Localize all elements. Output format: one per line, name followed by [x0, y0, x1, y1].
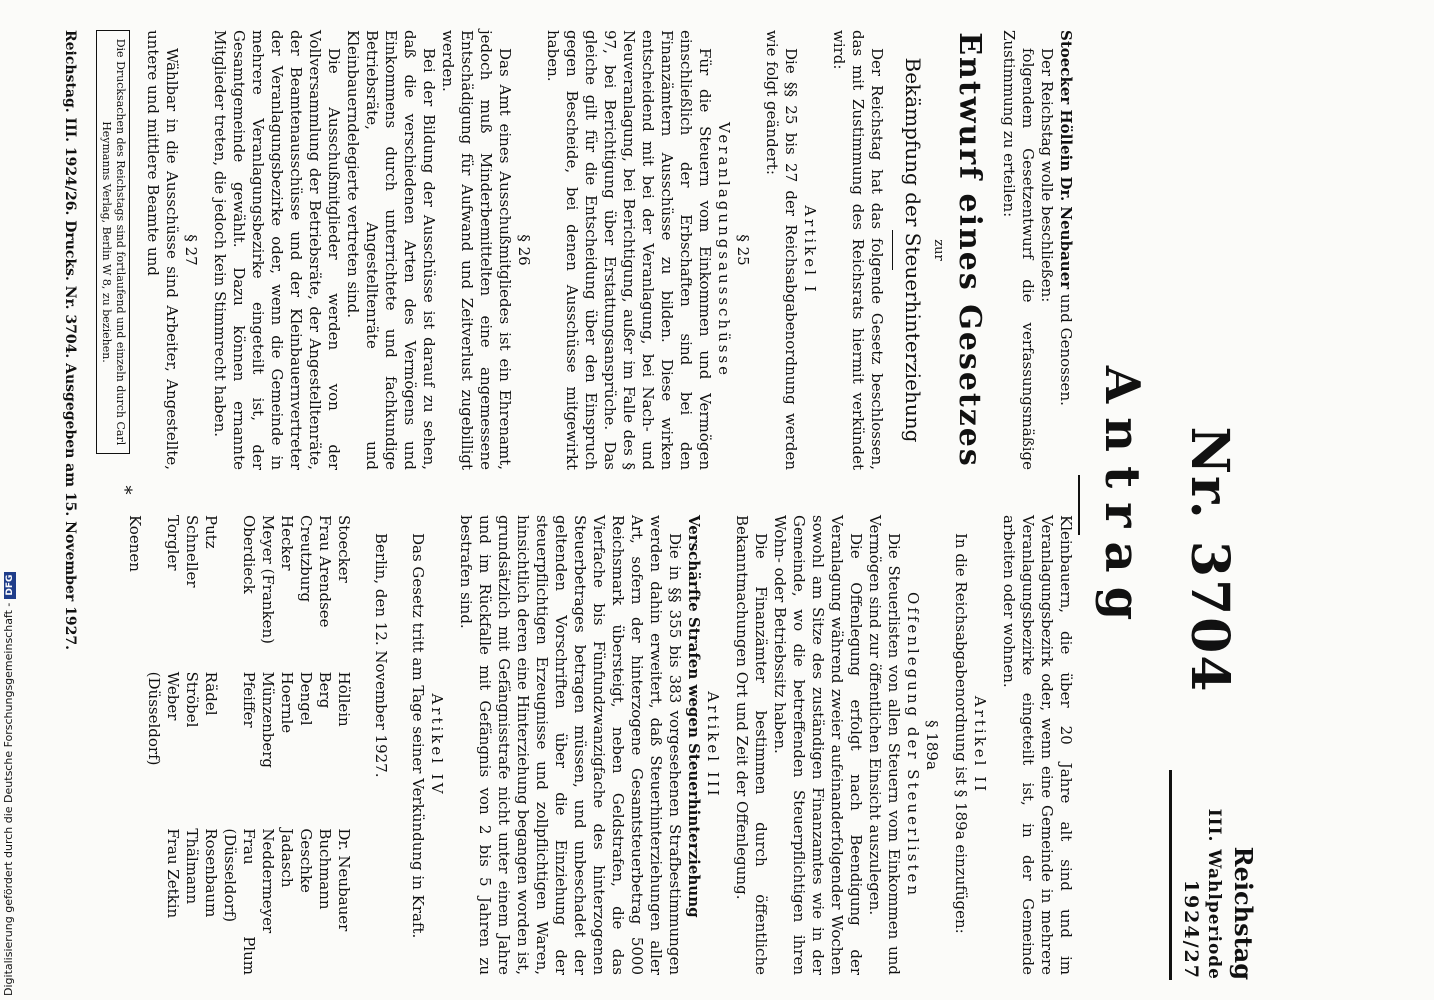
- signatory-name: Hoernle: [278, 671, 296, 734]
- signatory-name: Creutzburg: [297, 515, 315, 603]
- signatory-name: Geschke: [297, 828, 315, 893]
- digitization-credit: [2, 572, 16, 996]
- left-column: [143, 30, 1075, 470]
- signatory-name: Münzenberg: [259, 671, 277, 769]
- signatory-name: Höllein: [335, 671, 353, 727]
- section-26-text-3: Die Ausschußmitglieder werden von der Vollversammlung der Betriebsräte, der Angestelltenräte, der Beamtenausschüsse und der Kleinbauernvertreter der Veranlagungsbezirke oder, wenn die Gemeinde in mehrere Veranlagungsbezirke eingeteilt ist, der Gesamtgemeinde gewählt. Dazu können ernannte Mitglieder treten, die jedoch kein Stimmrecht haben.: [211, 30, 343, 470]
- article-3-heading: Artikel III: [704, 691, 722, 799]
- signatory-name: Hecker: [278, 515, 296, 571]
- section-189a-number: § 189a: [923, 720, 941, 770]
- signatory-name: Putz: [202, 515, 220, 549]
- wahlperiode-label: III. Wahlperiode: [1204, 808, 1224, 980]
- signatory-name: Dr. Neubauer: [335, 828, 353, 932]
- star-mark: *: [114, 485, 135, 495]
- title-divider: [1078, 475, 1080, 535]
- print-footer: Reichstag. III. 1924/26. Drucks. Nr. 3704. Ausgegeben am 15. November 1927.: [62, 30, 78, 650]
- section-189a-heading: Offenlegung der Steuerlisten: [904, 591, 922, 899]
- section-25-heading: Veranlagungsausschüsse: [715, 121, 733, 379]
- article-4-heading: Artikel IV: [428, 693, 446, 797]
- signatory-name: Oberdieck: [240, 515, 258, 594]
- antrag-title: Antrag: [1094, 365, 1150, 635]
- distribution-notice: Die Drucksachen des Reichstags sind fortlaufend und einzeln durch Carl Heymanns Verlag, Berlin W 8, zu beziehen.: [96, 30, 130, 454]
- intro-consent: folgendem Gesetzentwurf die verfassungsmäßige Zustimmung zu erteilen:: [1000, 30, 1037, 470]
- article-1-heading: Artikel I: [801, 205, 819, 295]
- section-27-number: § 27: [182, 234, 200, 266]
- signatory-name: Pfeiffer: [240, 671, 258, 728]
- section-25-text: Für die Steuern vom Einkommen und Vermögen einschließlich der Erbschaften sind bei den Finanzämtern Ausschüsse zu bilden. Diese wirken entscheidend mit bei der Veranlagung, bei Nach- und Neuveranlagung, bei Berichtigung, außer im Falle des § 97, bei Berichtigung über Erstattungsansprüche. Das gleiche gilt für die Entscheidung über den Einspruch gegen Bescheide, bei denen Ausschüsse mitgewirkt haben.: [544, 30, 714, 470]
- signatory-name: Schneller: [183, 515, 201, 588]
- year-label: 1924/27: [1180, 879, 1202, 980]
- signatory-name: Dengel: [297, 671, 315, 726]
- short-rule: [892, 230, 893, 270]
- signatory-name: Stoecker: [335, 515, 353, 583]
- section-189a-text-3: Die Finanzämter bestimmen durch öffentliche Bekanntmachungen Ort und Zeit der Offenlegung.: [733, 515, 770, 975]
- section-26-text-2: Bei der Bildung der Ausschüsse ist darauf zu sehen, daß die verschiedenen Arten des Vermögens und Einkommens durch unterrichtete und fachkundige Betriebsräte, Angestelltenräte und Kleinbauerndelegierte vertreten sind.: [344, 30, 438, 470]
- signatory-name: Koenen: [126, 515, 144, 572]
- section-189a-text-2: Die Offenlegung erfolgt nach Beendigung der Veranlagung während zweier aufeinanderfolgender Wochen sowohl am Sitze des zuständigen Finanzamtes wie in der Gemeinde, wo die betreffenden Steuerpflichtigen ihren Wohn- oder Betriebssitz haben.: [771, 515, 865, 975]
- dfg-logo: DFG: [4, 572, 16, 599]
- bill-subject: Bekämpfung der Steuerhinterziehung: [901, 57, 925, 443]
- signatory-name: Frau Arendsee: [316, 515, 334, 628]
- signatory-name: Frau Zetkin: [164, 828, 182, 919]
- article-2-heading: Artikel II: [971, 695, 989, 795]
- intro-resolve: Der Reichstag wolle beschließen:: [1038, 48, 1056, 303]
- preamble: Der Reichstag hat das folgende Gesetz beschlossen, das mit Zustimmung des Reichsrats hiermit verkündet wird:: [830, 30, 886, 470]
- header-rule: [1169, 770, 1172, 980]
- signatory-name: Weber (Düsseldorf): [145, 671, 182, 766]
- signatory-name: Berg: [316, 671, 334, 709]
- signatory-name: Thälmann: [183, 828, 201, 905]
- signatory-name: Ströbel: [183, 671, 201, 728]
- signing-date: Berlin, den 12. November 1927.: [372, 533, 390, 778]
- section-27-text: Wählbar in die Ausschüsse sind Arbeiter, Angestellte, untere und mittlere Beamte und: [144, 30, 181, 470]
- article-4-text: Das Gesetz tritt am Tage seiner Verkündung in Kraft.: [409, 533, 427, 939]
- signatory-name: Torgler: [164, 515, 182, 571]
- signatory-name: Frau Plum (Düsseldorf): [221, 828, 258, 975]
- section-26-text-1: Das Amt eines Ausschußmitgliedes ist ein Ehrenamt, jedoch muß Minderbemittelten eine angemessene Entschädigung für Aufwand und Zeitverlust zugebilligt werden.: [439, 30, 514, 470]
- bill-zur: zur: [931, 239, 946, 261]
- section-189a-text-1: Die Steuerlisten von allen Steuern vom Einkommen und Vermögen sind zur öffentlichen Einsicht auszulegen.: [866, 515, 903, 975]
- signatory-name: Meyer (Franken): [259, 515, 277, 645]
- credit-text: Digitalisierung gefördert durch die Deutsche Forschungsgemeinschaft -: [2, 602, 15, 996]
- right-column: [125, 515, 1075, 975]
- article-2-text: In die Reichsabgabenordnung ist § 189a einzufügen:: [952, 533, 970, 934]
- article-3-text: Die in §§ 355 bis 383 vorgesehenen Strafbestimmungen werden dahin erweitert, daß Steuerhinterziehungen aller Art, sofern der hinterzogene Gesamtsteuerbetrag 5000 Reichsmark übersteigt, neben Geldstrafen, die das Vierfache bis Fünfundzwanzigfache des hinterzogenen Steuerbetrages betragen müssen, und unbeschadet der geltenden Vorschriften über die Einziehung der steuerpflichtigen Erzeugnisse und zollpflichtigen Waren, hinsichtlich deren eine Hinterziehung begangen worden ist, grundsätzlich mit Gefängnisstrafe nicht unter einem Jahre und im Rückfalle mit Gefängnis von 2 bis 5 Jahren zu bestrafen sind.: [457, 515, 684, 975]
- signatories-list: [125, 515, 353, 975]
- intro-names: Stoecker Höllein Dr. Neubauer: [1057, 30, 1075, 290]
- bill-title: Entwurf eines Gesetzes: [952, 32, 987, 468]
- document-number: Nr. 3704: [1179, 426, 1240, 694]
- signatory-name: Rosenbaum: [202, 828, 220, 918]
- reichstag-label: Reichstag: [1229, 846, 1258, 980]
- signatory-name: Neddermeyer: [259, 828, 277, 934]
- article-3-subheading: Verschärfte Strafen wegen Steuerhinterziehung: [685, 515, 703, 918]
- article-1-text: Die §§ 25 bis 27 der Reichsabgabenordnung werden wie folgt geändert:: [763, 30, 800, 470]
- signatory-name: Rädel: [202, 671, 220, 716]
- section-25-number: § 25: [734, 234, 752, 266]
- signatory-name: Jadasch: [278, 828, 296, 888]
- section-26-number: § 26: [515, 234, 533, 266]
- intro-rest: und Genossen.: [1057, 289, 1075, 406]
- signatory-name: Buchmann: [316, 828, 334, 910]
- section-27-continued: Kleinbauern, die über 20 Jahre alt sind und im Veranlagungsbezirk oder, wenn eine Gemeinde in mehrere Veranlagungsbezirke eingeteilt ist, in der Gemeinde arbeiten oder wohnen.: [1000, 515, 1075, 975]
